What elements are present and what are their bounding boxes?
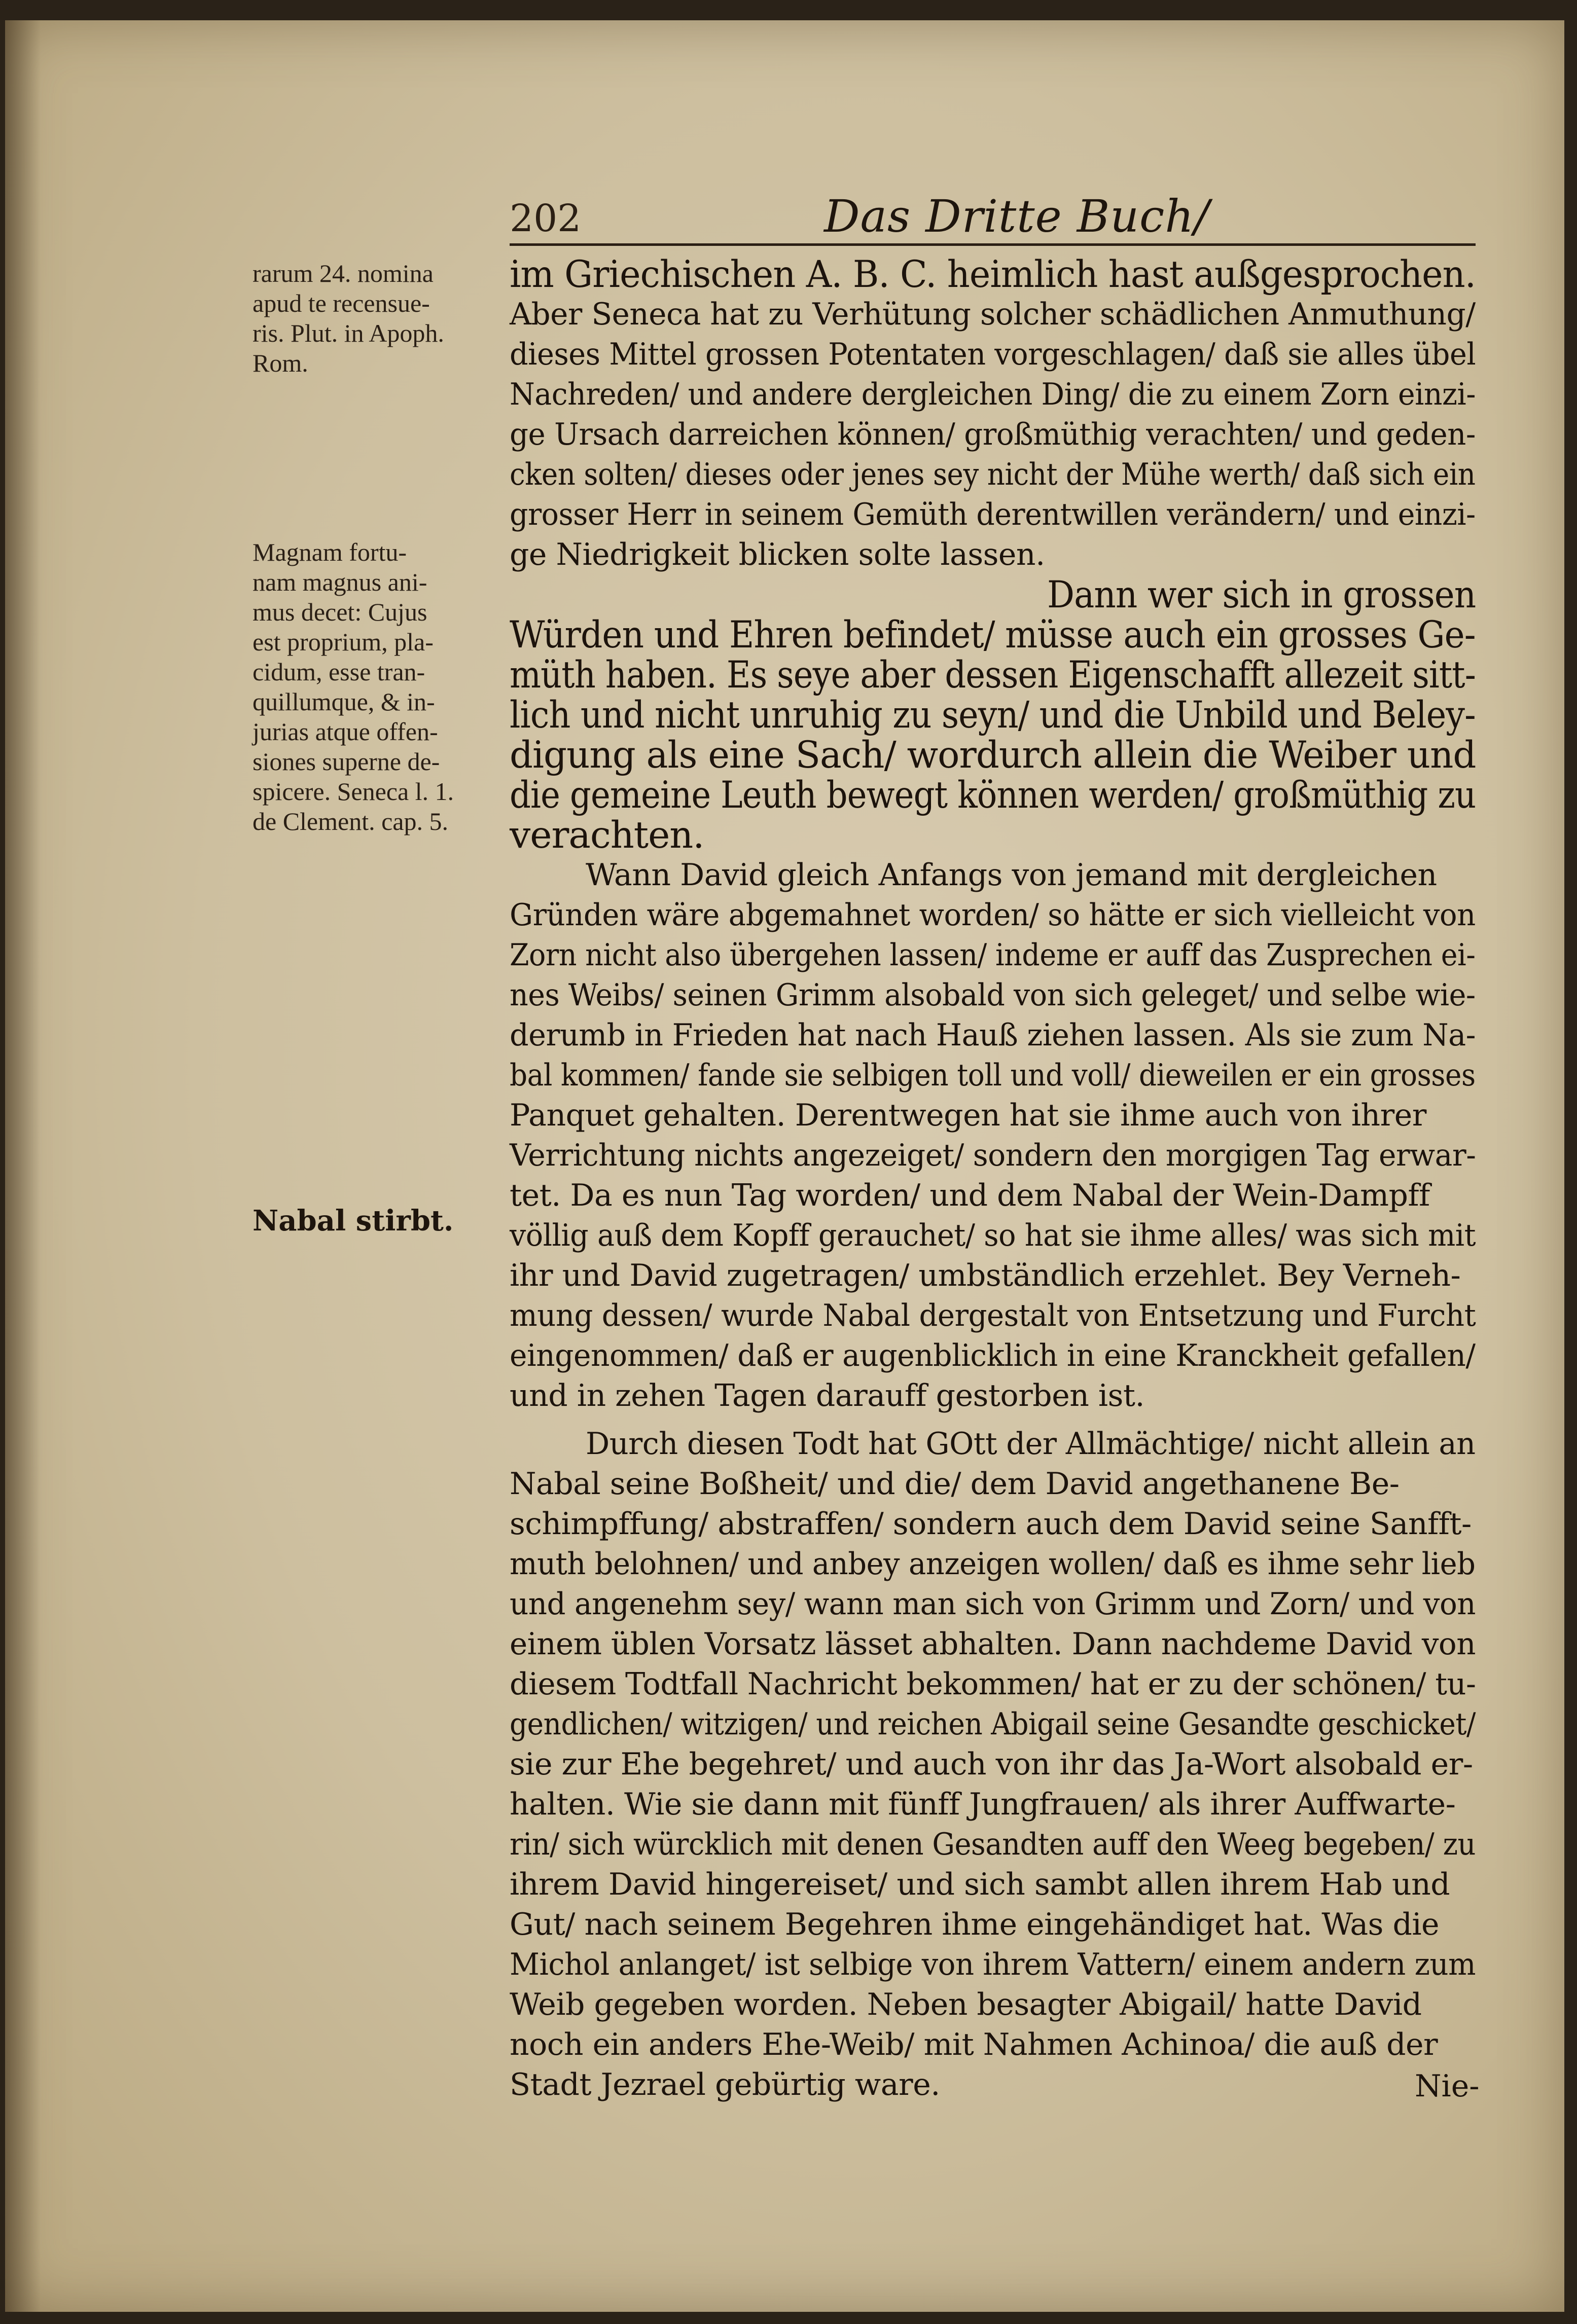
text-line: ge Ursach darreichen können/ großmüthig verachten/ und geden- bbox=[510, 417, 1476, 452]
text-line: ge Niedrigkeit blicken solte lassen. bbox=[510, 537, 1045, 572]
margin-note-plutarch bbox=[253, 259, 491, 378]
margin-note-nabal-dies: Nabal stirbt. bbox=[253, 1204, 454, 1238]
text-line: Gut/ nach seinem Begehren ihme eingehändiget hat. Was die bbox=[510, 1907, 1440, 1942]
text-line: Verrichtung nichts angezeiget/ sondern den morgigen Tag erwar- bbox=[510, 1138, 1476, 1173]
text-line: muth belohnen/ und anbey anzeigen wollen/ daß es ihme sehr lieb bbox=[510, 1546, 1476, 1582]
text-line: Stadt Jezrael gebürtig ware. bbox=[510, 2067, 940, 2102]
catchword: Nie- bbox=[1415, 2068, 1480, 2104]
text-line: und angenehm sey/ wann man sich von Grimm und Zorn/ und von bbox=[510, 1586, 1476, 1622]
text-line: halten. Wie sie dann mit fünff Jungfrauen/ als ihrer Auffwarte- bbox=[510, 1787, 1456, 1822]
text-line: schimpffung/ abstraffen/ sondern auch dem David seine Sanfft- bbox=[510, 1506, 1472, 1542]
paragraph-gap bbox=[510, 1416, 1476, 1424]
text-line: bal kommen/ fande sie selbigen toll und voll/ dieweilen er ein grosses bbox=[510, 1058, 1476, 1093]
text-line: im Griechischen A. B. C. heimlich hast außgesprochen. bbox=[510, 253, 1476, 296]
text-line: tet. Da es nun Tag worden/ und dem Nabal der Wein-Dampff bbox=[510, 1178, 1430, 1213]
text-line: einem üblen Vorsatz lässet abhalten. Dann nachdeme David von bbox=[510, 1626, 1476, 1662]
text-line: Panquet gehalten. Derentwegen hat sie ihme auch von ihrer bbox=[510, 1098, 1426, 1133]
paragraph-seneca-advice bbox=[510, 255, 1476, 575]
margin-note-line: jurias atque offen- bbox=[253, 717, 438, 746]
text-line: Michol anlanget/ ist selbige von ihrem Vattern/ einem andern zum bbox=[510, 1947, 1476, 1982]
margin-note-line: de Clement. cap. 5. bbox=[253, 807, 448, 836]
text-line: gendlichen/ witzigen/ und reichen Abigail seine Gesandte geschicket/ bbox=[510, 1706, 1476, 1742]
text-line: ihr und David zugetragen/ umbständlich erzehlet. Bey Verneh- bbox=[510, 1258, 1461, 1293]
text-line: Nachreden/ und andere dergleichen Ding/ die zu einem Zorn einzi- bbox=[510, 377, 1476, 412]
text-line: Nabal seine Boßheit/ und die/ dem David angethanene Be- bbox=[510, 1466, 1400, 1502]
text-line: Zorn nicht also übergehen lassen/ indeme er auff das Zusprechen ei- bbox=[510, 937, 1476, 973]
margin-note-line: ris. Plut. in Apoph. bbox=[253, 319, 444, 347]
page-header bbox=[510, 188, 1476, 246]
paragraph-great-mind bbox=[510, 575, 1476, 855]
text-line: die gemeine Leuth bewegt können werden/ großmüthig zu bbox=[510, 774, 1476, 817]
text-line: verachten. bbox=[510, 814, 704, 857]
text-line: noch ein anders Ehe-Weib/ mit Nahmen Achinoa/ die auß der bbox=[510, 2027, 1438, 2062]
margin-note-line: Rom. bbox=[253, 349, 308, 377]
text-line: müth haben. Es seye aber dessen Eigenschafft allezeit sitt- bbox=[510, 653, 1476, 697]
running-head: Das Dritte Buch/ bbox=[824, 190, 1210, 242]
text-line: cken solten/ dieses oder jenes sey nicht der Mühe werth/ daß sich ein bbox=[510, 457, 1476, 492]
text-line: mung dessen/ wurde Nabal dergestalt von Entsetzung und Furcht bbox=[510, 1298, 1476, 1333]
paragraph-abigail bbox=[510, 1424, 1476, 2105]
page-number: 202 bbox=[510, 197, 582, 240]
text-line: nes Weibs/ seinen Grimm alsobald von sich geleget/ und selbe wie- bbox=[510, 977, 1476, 1013]
text-line: und in zehen Tagen darauff gestorben ist. bbox=[510, 1378, 1145, 1413]
main-text bbox=[510, 255, 1476, 2105]
text-line: rin/ sich würcklich mit denen Gesandten auff den Weeg begeben/ zu bbox=[510, 1827, 1476, 1862]
text-line: sie zur Ehe begehret/ und auch von ihr das Ja-Wort alsobald er- bbox=[510, 1747, 1473, 1782]
binding-shadow bbox=[5, 20, 41, 2312]
text-line: dieses Mittel grossen Potentaten vorgeschlagen/ daß sie alles übel bbox=[510, 337, 1476, 372]
margin-note-line: apud te recensue- bbox=[253, 289, 430, 317]
margin-note-seneca bbox=[253, 537, 491, 837]
text-line: diesem Todtfall Nachricht bekommen/ hat er zu der schönen/ tu- bbox=[510, 1666, 1476, 1702]
margin-note-line: spicere. Seneca l. 1. bbox=[253, 777, 454, 806]
margin-note-line: est proprium, pla- bbox=[253, 628, 434, 656]
margin-note-line: cidum, esse tran- bbox=[253, 658, 425, 686]
text-line: Aber Seneca hat zu Verhütung solcher schädlichen Anmuthung/ bbox=[510, 297, 1476, 332]
margin-note-line: quillumque, & in- bbox=[253, 687, 435, 716]
margin-note-line: nam magnus ani- bbox=[253, 568, 427, 596]
text-line: Würden und Ehren befindet/ müsse auch ein grosses Ge- bbox=[510, 613, 1476, 657]
text-line: Durch diesen Todt hat GOtt der Allmächtige/ nicht allein an bbox=[586, 1426, 1476, 1462]
text-line: grosser Herr in seinem Gemüth derentwillen verändern/ und einzi- bbox=[510, 497, 1476, 532]
margin-note-line: siones superne de- bbox=[253, 747, 440, 776]
margin-note-line: Magnam fortu- bbox=[253, 538, 407, 566]
book-page bbox=[5, 20, 1564, 2312]
text-line: digung als eine Sach/ wordurch allein die Weiber und bbox=[510, 734, 1476, 777]
text-line: völlig auß dem Kopff gerauchet/ so hat sie ihme alles/ was sich mit bbox=[510, 1218, 1476, 1253]
paragraph-nabal bbox=[510, 855, 1476, 1416]
margin-note-line: mus decet: Cujus bbox=[253, 598, 427, 626]
text-line: Wann David gleich Anfangs von jemand mit dergleichen bbox=[586, 857, 1437, 893]
text-line: Gründen wäre abgemahnet worden/ so hätte er sich vielleicht von bbox=[510, 897, 1476, 933]
text-line: ihrem David hingereiset/ und sich sambt allen ihrem Hab und bbox=[510, 1867, 1450, 1902]
text-line: lich und nicht unruhig zu seyn/ und die Unbild und Beley- bbox=[510, 694, 1476, 737]
text-line: eingenommen/ daß er augenblicklich in eine Kranckheit gefallen/ bbox=[510, 1338, 1476, 1373]
text-line: Dann wer sich in grossen bbox=[1047, 573, 1476, 616]
text-line: derumb in Frieden hat nach Hauß ziehen lassen. Als sie zum Na- bbox=[510, 1018, 1476, 1053]
margin-note-line: rarum 24. nomina bbox=[253, 259, 434, 287]
text-line: Weib gegeben worden. Neben besagter Abigail/ hatte David bbox=[510, 1987, 1422, 2022]
